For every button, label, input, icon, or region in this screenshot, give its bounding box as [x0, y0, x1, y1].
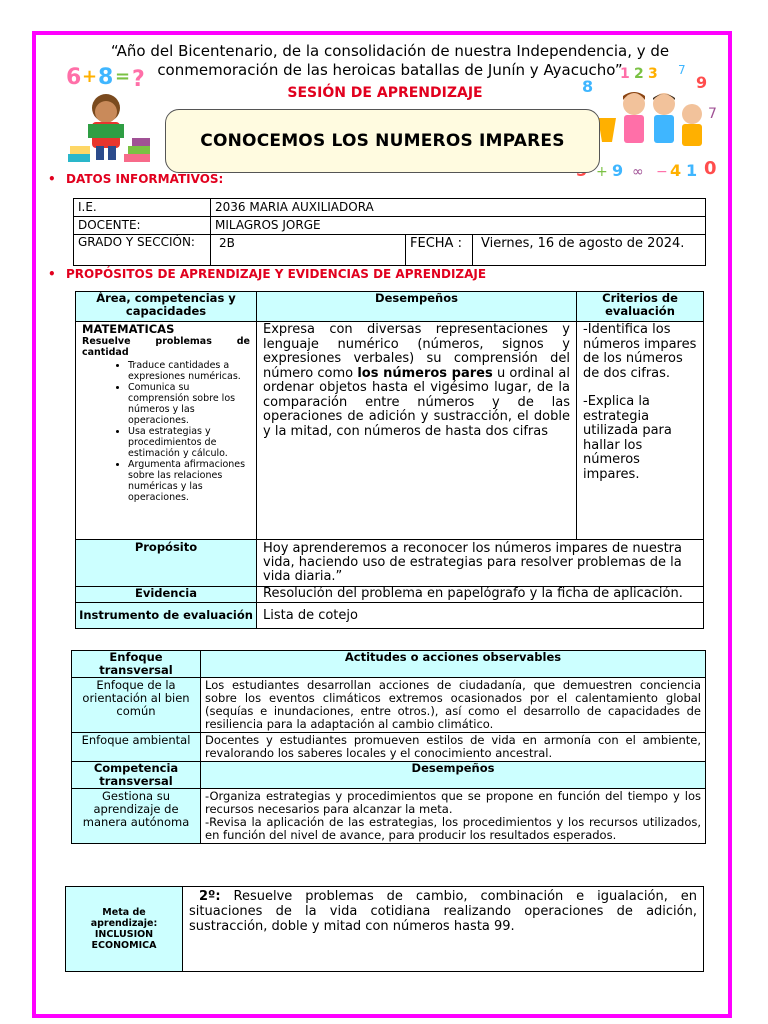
- proposito-text: Hoy aprenderemos a reconocer los números impares de nuestra vida, haciendo uso de estrategias para resolver problemas de la vida diaria.”: [257, 540, 704, 587]
- info-row-ie: [74, 199, 706, 217]
- svg-text:1: 1: [620, 66, 630, 82]
- capacidad-item: • Traduce cantidades a expresiones numéricas.: [128, 360, 250, 382]
- desempeno-part-a: Expresa con diversas representaciones y lenguaje numérico (números, signos y expresiones verbales) su comprensión del número como: [263, 322, 570, 381]
- purposes-main-row: [76, 322, 704, 540]
- enfoque-ambiental-label: Enfoque ambiental: [72, 733, 201, 762]
- grado-value: 2B: [211, 235, 406, 266]
- info-row-docente: [74, 217, 706, 235]
- desempeno-part-b: u ordinal al ordenar objetos hasta el vigésimo lugar, de la comparación entre números y de las operaciones de adición y sustracción, el doble y la mitad, con números de hasta dos cifras: [263, 365, 570, 439]
- enfoque-bien-comun-label: Enfoque de la orientación al bien común: [72, 678, 201, 733]
- title-banner: [165, 109, 600, 173]
- grado-label: GRADO Y SECCIÓN:: [74, 235, 211, 266]
- area-subtitle: Resuelve problemas de cantidad: [82, 336, 250, 358]
- meta-grade: 2º:: [199, 889, 221, 904]
- docente-label: DOCENTE:: [74, 217, 211, 235]
- svg-text:1: 1: [686, 161, 698, 180]
- meta-table: [65, 886, 704, 972]
- instrumento-text: Lista de cotejo: [257, 603, 704, 629]
- criterio-2: -Explica la estrategia utilizada para hallar los números impares.: [583, 394, 672, 482]
- enfoques-table: [71, 650, 706, 844]
- svg-text:4: 4: [670, 161, 682, 180]
- svg-text:7: 7: [708, 106, 717, 122]
- page-title: CONOCEMOS LOS NUMEROS IMPARES: [200, 131, 565, 151]
- competencia-row: [72, 789, 706, 844]
- svg-text:?: ?: [132, 67, 145, 92]
- docente-value: MILAGROS JORGE: [211, 217, 706, 235]
- svg-text:6: 6: [66, 65, 82, 90]
- instrumento-row: [76, 603, 704, 629]
- svg-text:8: 8: [98, 65, 114, 90]
- area-title: MATEMATICAS: [82, 322, 175, 336]
- col-desempenos: Desempeños: [257, 292, 577, 322]
- col-desempenos-transversal: Desempeños: [201, 762, 706, 789]
- col-criterios: Criterios de evaluación: [577, 292, 704, 322]
- evidencia-label: Evidencia: [76, 587, 257, 603]
- competencia-header-row: [72, 762, 706, 789]
- fecha-value: Viernes, 16 de agosto de 2024.: [473, 235, 706, 266]
- svg-text:9: 9: [612, 161, 624, 180]
- col-competencia: Competencia transversal: [72, 762, 201, 789]
- svg-text:∞: ∞: [632, 164, 644, 180]
- svg-text:2: 2: [634, 66, 644, 82]
- svg-text:−: −: [656, 164, 668, 180]
- meta-row: [66, 887, 704, 972]
- enfoque-row-ambiental: [72, 733, 706, 762]
- fecha-label: FECHA :: [406, 235, 473, 266]
- purposes-header-row: [76, 292, 704, 322]
- capacidad-item: • Comunica su comprensión sobre los números y las operaciones.: [128, 382, 250, 426]
- evidencia-row: [76, 587, 704, 603]
- purposes-table: [75, 291, 704, 629]
- section-propositos-label: PROPÓSITOS DE APRENDIZAJE Y EVIDENCIAS DE APRENDIZAJE: [66, 267, 487, 281]
- ie-label: I.E.: [74, 199, 211, 217]
- official-motto: “Año del Bicentenario, de la consolidación de nuestra Independencia, y de conmemoración de las heroicas batallas de Junín y Ayacucho”: [110, 42, 670, 79]
- meta-text-body: Resuelve problemas de cambio, combinación e igualación, en situaciones de la vida cotidiana realizando operaciones de adición, sustracción, doble y mitad con números hasta 99.: [189, 889, 697, 934]
- enfoque-ambiental-text: Docentes y estudiantes promueven estilos de vida en armonía con el ambiente, revalorando los saberes locales y el conocimiento ancestral.: [201, 733, 706, 762]
- desempeno-text: [257, 322, 577, 540]
- competencia-text-2: -Revisa la aplicación de las estrategias, los procedimientos y los recursos utilizados, en función del nivel de avance, para producir los resultados esperados.: [205, 815, 701, 842]
- svg-text:3: 3: [648, 66, 658, 82]
- svg-text:7: 7: [678, 63, 686, 77]
- enfoques-header-row: [72, 651, 706, 678]
- capacidad-item: • Argumenta afirmaciones sobre las relaciones numéricas y las operaciones.: [128, 459, 250, 503]
- competencia-text: [201, 789, 706, 844]
- criterio-1: -Identifica los números impares de los números de dos cifras.: [583, 322, 697, 381]
- enfoque-bien-comun-text: Los estudiantes desarrollan acciones de ciudadanía, que demuestren conciencia sobre los eventos climáticos extremos ocasionados por el calentamiento global (sequías e inundaciones, entre otros.), así como el desarrollo de capacidades de resiliencia para la adaptación al cambio climático.: [201, 678, 706, 733]
- meta-label: Meta de aprendizaje: INCLUSION ECONOMICA: [66, 887, 183, 972]
- meta-text: [183, 887, 704, 972]
- proposito-row: [76, 540, 704, 587]
- competencia-label: Gestiona su aprendizaje de manera autónoma: [72, 789, 201, 844]
- col-actitudes: Actitudes o acciones observables: [201, 651, 706, 678]
- desempeno-emphasis: los números pares: [357, 365, 493, 381]
- section-datos: • DATOS INFORMATIVOS:: [48, 172, 224, 186]
- info-row-grado: [74, 235, 706, 266]
- col-enfoque: Enfoque transversal: [72, 651, 201, 678]
- proposito-label: Propósito: [76, 540, 257, 587]
- info-table: [73, 198, 706, 266]
- instrumento-label: Instrumento de evaluación: [76, 603, 257, 629]
- ie-value: 2036 MARIA AUXILIADORA: [211, 199, 706, 217]
- svg-text:9: 9: [696, 73, 708, 92]
- section-datos-label: DATOS INFORMATIVOS:: [66, 172, 224, 186]
- session-label: SESIÓN DE APRENDIZAJE: [287, 85, 483, 101]
- capacidad-item: • Usa estrategias y procedimientos de estimación y cálculo.: [128, 426, 250, 459]
- svg-text:+: +: [596, 164, 608, 180]
- enfoque-row-bien-comun: [72, 678, 706, 733]
- competencia-text-1: -Organiza estrategias y procedimientos que se propone en función del tiempo y los recursos necesarios para alcanzar la meta.: [205, 789, 701, 816]
- criterios-cell: [577, 322, 704, 540]
- svg-text:0: 0: [704, 158, 717, 179]
- section-propositos: • PROPÓSITOS DE APRENDIZAJE Y EVIDENCIAS DE APRENDIZAJE: [48, 267, 487, 281]
- col-area: Área, competencias y capacidades: [76, 292, 257, 322]
- capacidades-list: [82, 360, 250, 503]
- svg-text:+: +: [82, 66, 98, 87]
- svg-text:8: 8: [582, 77, 594, 96]
- evidencia-text: Resolución del problema en papelógrafo y la ficha de aplicación.: [257, 587, 704, 603]
- svg-text:=: =: [115, 66, 131, 87]
